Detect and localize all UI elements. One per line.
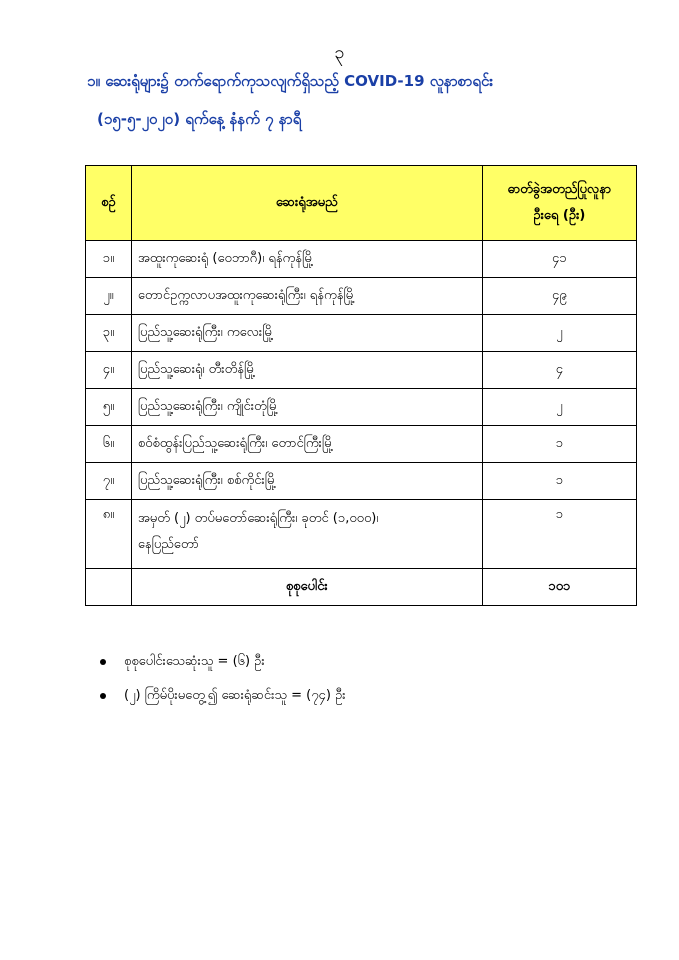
table-total-row [86, 569, 637, 606]
row-count: ၄ [482, 352, 636, 389]
list-item [100, 645, 346, 679]
row-hospital: တောင်ဥက္ကလာပအထူးကုဆေးရုံကြီး၊ ရန်ကုန်မြို့ [131, 278, 482, 315]
header-count-line1: ဓာတ်ခွဲအတည်ပြုလူနာ [507, 182, 612, 197]
row-no: ၂။ [86, 278, 132, 315]
page-number: ၃ [334, 42, 345, 63]
document-subtitle: (၁၅-၅-၂၀၂၀) ရက်နေ့ နံနက် ၇ နာရီ [97, 110, 302, 128]
document-title: ၁။ ဆေးရုံများ၌ တက်ရောက်ကုသလျက်ရှိသည့် COVID-19 လူနာစာရင်း [87, 72, 494, 90]
row-hospital [131, 500, 482, 569]
note-text: (၂) ကြိမ်ပိုးမတွေ့၍ ဆေးရုံဆင်းသူ = (၇၄) ဦး [124, 687, 346, 703]
row-count: ၄၉ [482, 278, 636, 315]
table-row [86, 315, 637, 352]
header-count-line2: ဦးရေ (ဦး) [533, 208, 586, 223]
row-hospital: စဝ်စံထွန်းပြည်သူ့ဆေးရုံကြီး၊ တောင်ကြီးမြို့ [131, 426, 482, 463]
bullet-icon [100, 693, 106, 699]
total-no-cell [86, 569, 132, 606]
note-text: စုစုပေါင်းသေဆုံးသူ = (၆) ဦး [124, 653, 265, 669]
list-item [100, 679, 346, 713]
table-row [86, 241, 637, 278]
row-count: ၁ [482, 463, 636, 500]
header-no: စဉ် [86, 166, 132, 241]
row-hospital: ပြည်သူ့ဆေးရုံကြီး၊ စစ်ကိုင်းမြို့ [131, 463, 482, 500]
total-label: စုစုပေါင်း [131, 569, 482, 606]
table-row [86, 278, 637, 315]
row-hospital: ပြည်သူ့ဆေးရုံကြီး၊ ကျိုင်းတုံမြို့ [131, 389, 482, 426]
row-no: ၁။ [86, 241, 132, 278]
table-row [86, 426, 637, 463]
table-row [86, 352, 637, 389]
row-count: ၂ [482, 315, 636, 352]
row-count: ၁ [482, 500, 636, 569]
row-no: ၅။ [86, 389, 132, 426]
table-row [86, 500, 637, 569]
covid-patients-table [85, 165, 637, 606]
row-count: ၁ [482, 426, 636, 463]
table-header-row [86, 166, 637, 241]
bullet-icon [100, 659, 106, 665]
notes-list [100, 645, 346, 713]
row-count: ၂ [482, 389, 636, 426]
row-count: ၄၁ [482, 241, 636, 278]
row-no: ၈။ [86, 500, 132, 569]
row-hospital: ပြည်သူ့ဆေးရုံကြီး၊ ကလေးမြို့ [131, 315, 482, 352]
total-value: ၁၀၁ [482, 569, 636, 606]
row-hospital-line2: နေပြည်တော် [137, 537, 199, 552]
row-hospital: အထူးကုဆေးရုံ (ဝေဘာဂီ)၊ ရန်ကုန်မြို့ [131, 241, 482, 278]
row-no: ၇။ [86, 463, 132, 500]
row-no: ၆။ [86, 426, 132, 463]
table-row [86, 463, 637, 500]
header-count [482, 166, 636, 241]
header-hospital: ဆေးရုံအမည် [131, 166, 482, 241]
row-hospital: ပြည်သူ့ဆေးရုံ၊ တီးတိန်မြို့ [131, 352, 482, 389]
table-row [86, 389, 637, 426]
row-no: ၃။ [86, 315, 132, 352]
row-hospital-line1: အမှတ် (၂) တပ်မတော်ဆေးရုံကြီး၊ ခုတင် (၁,၀၀၀)၊ [137, 511, 379, 526]
row-no: ၄။ [86, 352, 132, 389]
